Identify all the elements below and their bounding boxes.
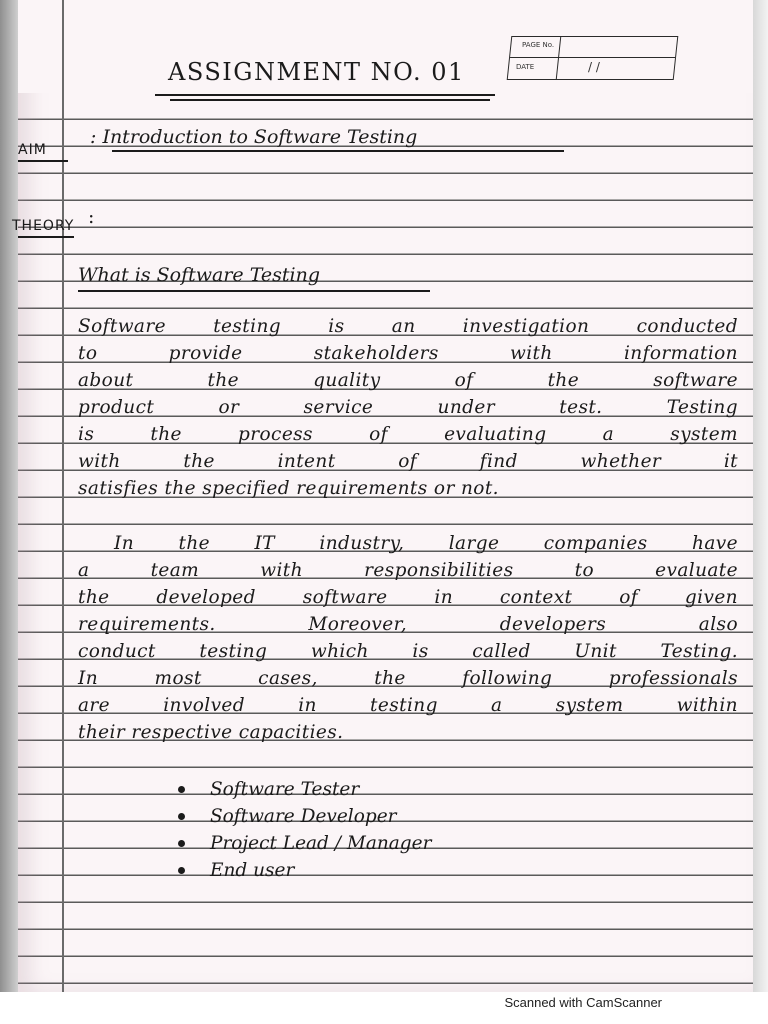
list-item bbox=[176, 803, 431, 830]
paragraph2-line: conduct testing which is called Unit Testing. bbox=[78, 641, 738, 662]
date-label: DATE bbox=[516, 63, 535, 71]
bullet-icon bbox=[178, 867, 185, 874]
list-item-text: Software Tester bbox=[210, 779, 360, 800]
paragraph2-line: In the IT industry, large companies have bbox=[114, 533, 738, 554]
bullet-icon bbox=[178, 813, 185, 820]
date-value: / / bbox=[588, 60, 600, 74]
paragraph1-line: to provide stakeholders with information bbox=[78, 343, 738, 364]
paragraph1-line: about the quality of the software bbox=[78, 370, 738, 391]
paragraph1-line: product or service under test. Testing bbox=[78, 397, 738, 418]
paragraph1-line: is the process of evaluating a system bbox=[78, 424, 738, 445]
theory-label: THEORY bbox=[12, 218, 75, 234]
theory-label-underline bbox=[18, 236, 74, 238]
aim-label-underline bbox=[18, 160, 68, 162]
aim-underline bbox=[112, 150, 564, 152]
page-no-label: PAGE No. bbox=[522, 41, 555, 49]
paragraph2-line: the developed software in context of given bbox=[78, 587, 738, 608]
paragraph1-line: satisfies the specified requirements or not. bbox=[78, 478, 499, 499]
paragraph1-line: with the intent of find whether it bbox=[78, 451, 738, 472]
section-heading: What is Software Testing bbox=[78, 264, 321, 286]
title-underline-second bbox=[170, 99, 490, 101]
paragraph1-line: Software testing is an investigation conducted bbox=[78, 316, 738, 337]
margin-line bbox=[62, 0, 64, 992]
list-item bbox=[176, 830, 431, 857]
bullet-icon bbox=[178, 786, 185, 793]
title-underline bbox=[155, 94, 495, 96]
list-item bbox=[176, 776, 431, 803]
section-heading-underline bbox=[78, 290, 430, 292]
list-item bbox=[176, 857, 431, 884]
paragraph2-line: a team with responsibilities to evaluate bbox=[78, 560, 738, 581]
scanner-watermark: Scanned with CamScanner bbox=[504, 995, 662, 1010]
bullet-icon bbox=[178, 840, 185, 847]
list-item-text: Software Developer bbox=[210, 806, 397, 827]
aim-text: : Introduction to Software Testing bbox=[90, 126, 418, 148]
page-edge bbox=[753, 0, 768, 992]
assignment-title: ASSIGNMENT NO. 01 bbox=[168, 58, 465, 86]
paragraph2-line: requirements. Moreover, developers also bbox=[78, 614, 738, 635]
paragraph2-line: In most cases, the following professionals bbox=[78, 668, 738, 689]
paragraph2-line: are involved in testing a system within bbox=[78, 695, 738, 716]
list-item-text: End user bbox=[210, 860, 295, 881]
aim-label: AIM bbox=[18, 142, 47, 158]
professionals-list bbox=[176, 776, 431, 884]
notebook-binding bbox=[0, 0, 18, 992]
paragraph2-line: their respective capacities. bbox=[78, 722, 344, 743]
theory-colon: : bbox=[88, 206, 95, 228]
list-item-text: Project Lead / Manager bbox=[210, 833, 432, 854]
